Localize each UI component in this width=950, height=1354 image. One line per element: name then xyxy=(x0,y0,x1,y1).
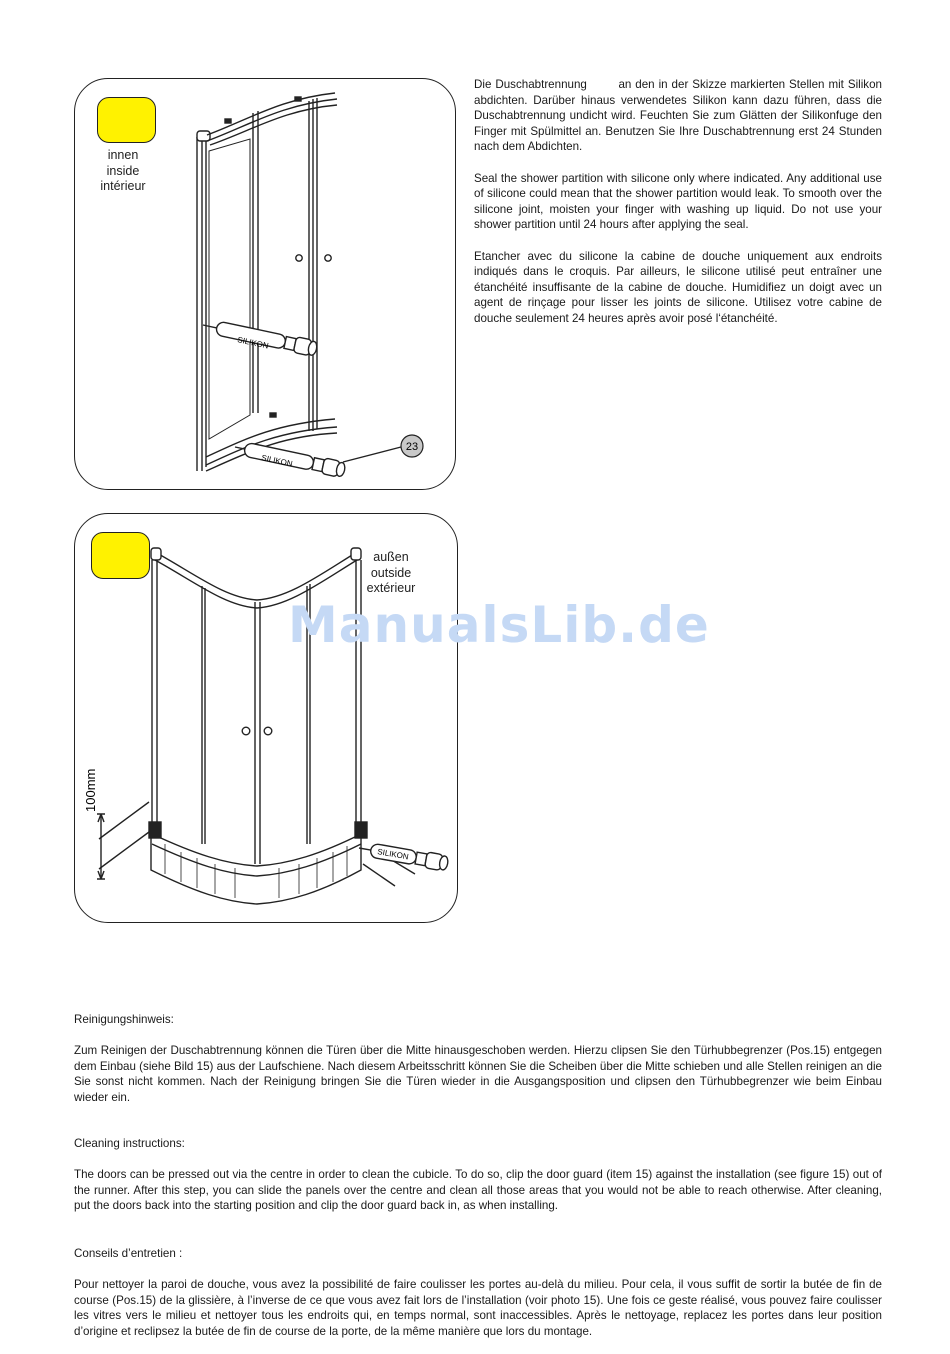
cleaning-text-en: The doors can be pressed out via the centre in order to clean the cubicle. To do so, clip the door guard (item 15) against the installation (see figure 15) out of the runner. After this step, you can slide the panels over the centre and clean all those areas that you would not be able to reach otherwise. After cleaning, put the doors back into the starting position and clip the door guard back in, as when installing. xyxy=(74,1168,882,1213)
label-fr: extérieur xyxy=(366,581,416,595)
sealing-text-fr: Etancher avec du silicone la cabine de douche uniquement aux endroits indiqués dans le croquis. Par ailleurs, le silicone utilisé peut entraîner une étanchéité insuffisante de la cabine de douche. Humidifiez un doigt avec un agent de rinçage pour lisser les joints de silicone. Utilisez votre cabine de douche seulement 24 heures après avoir posé l‘étanchéité. xyxy=(474,249,882,325)
sealing-instructions xyxy=(474,77,886,342)
cleaning-section-en xyxy=(74,1136,882,1214)
outside-shower-drawing xyxy=(75,514,457,922)
cleaning-text-de: Zum Reinigen der Duschabtrennung können die Türen über die Mitte hinausgeschoben werden. Hierzu clipsen Sie den Türhubbegrenzer (Pos.15) entgegen dem Einbau (siehe Bild 15) aus der Laufschiene. Nach diesem Arbeitsschritt können Sie die Scheiben über die Mitte schieben und alle Stellen reinigen an die Sie sonst nicht kommen. Nach der Reinigung bringen Sie die Türen wieder in die Ausgangsposition und clipsen den Türhubbegrenzer wie beim Einbau wieder ein. xyxy=(74,1044,882,1104)
figure-inside-view xyxy=(74,78,456,490)
cleaning-heading-fr: Conseils d’entretien : xyxy=(74,1247,183,1260)
sealing-text-de: Die Duschabtrennung an den in der Skizze markierten Stellen mit Silikon abdichten. Darüber hinaus verwendetes Silikon kann dazu führen, dass die Duschabtrennung undicht wird. Feuchten Sie zum Glätten der Silikonfuge den Finger mit Spülmittel an. Benutzen Sie Ihre Duschabtrennung erst 24 Stunden nach dem Abdichten. xyxy=(474,78,886,154)
label-fr: intérieur xyxy=(100,179,146,193)
cleaning-heading-de: Reinigungshinweis: xyxy=(74,1013,174,1026)
watermark: ManualsLib.de xyxy=(288,596,710,654)
silicone-label-bottom: SILIKON xyxy=(260,453,294,469)
dimension-label: 100mm xyxy=(83,768,98,812)
silicone-label-top: SILIKON xyxy=(236,335,270,351)
inside-shower-drawing xyxy=(75,79,455,489)
label-de: innen xyxy=(107,148,139,162)
cleaning-section-de xyxy=(74,1012,882,1106)
cleaning-text-fr: Pour nettoyer la paroi de douche, vous avez la possibilité de faire coulisser les portes au-delà du milieu. Pour cela, il vous suffit de sortir la butée de fin de course (Pos.15) de la glissière, à l’inverse de ce que vous avez fait lors de l’installation (voir photo 15). Une fois ce geste réalisé, vous pouvez faire coulisser les vitres vers le milieu et nettoyer tous les endroits qui, en temps normal, sont inaccessibles. Après le nettoyage, replacez les portes dans leur position d’origine et reclipsez la butée de fin de course de la porte, de la même manière que lors du montage. xyxy=(74,1278,882,1338)
cleaning-heading-en: Cleaning instructions: xyxy=(74,1137,185,1150)
silicone-label: SILIKON xyxy=(376,847,410,862)
figure-outside-view xyxy=(74,513,458,923)
label-en: inside xyxy=(106,163,140,178)
sealing-text-en: Seal the shower partition with silicone only where indicated. Any additional use of silicone could mean that the shower partition would leak. To smooth over the silicone joint, moisten your finger with washing up liquid. Do not use your shower partition until 24 hours after applying the seal. xyxy=(474,171,882,232)
cleaning-section-fr xyxy=(74,1246,882,1340)
callout-number: 23 xyxy=(405,441,419,453)
label-de: außen xyxy=(373,550,409,564)
label-en: outside xyxy=(370,565,412,580)
